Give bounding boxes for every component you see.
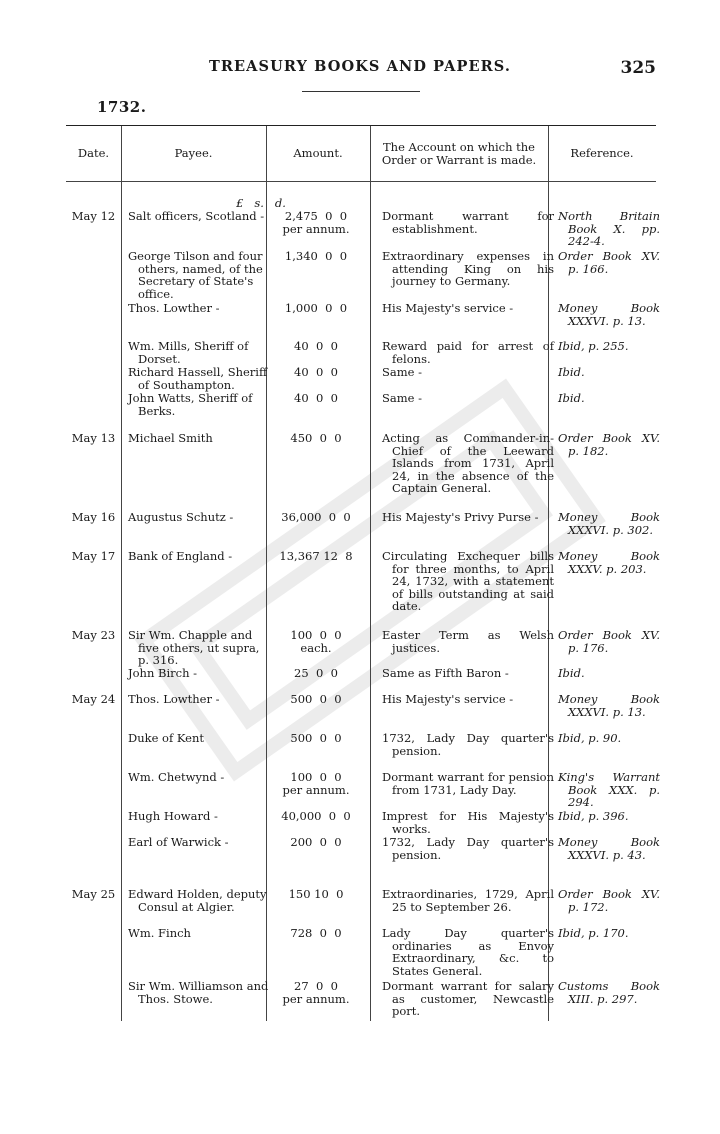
row-date: May 24 (71, 692, 116, 706)
amount-value: 100 0 0 (290, 770, 342, 784)
row-amount (266, 366, 366, 379)
row-reference: Ibid. (558, 666, 585, 680)
amount-value: 36,000 0 0 (281, 510, 351, 524)
row-amount (266, 511, 366, 524)
row-payee: Duke of Kent (128, 731, 205, 745)
amount-note: per annum. (282, 991, 350, 1006)
amount-value: 500 0 0 (290, 731, 342, 745)
row-payee: Wm. Mills, Sheriff of Dorset. (128, 339, 249, 366)
header-divider (66, 181, 656, 182)
header-rule (302, 91, 420, 92)
row-date: May 23 (71, 628, 116, 642)
row-payee: Wm. Finch (128, 926, 191, 940)
row-payee: Salt officers, Scotland - (128, 209, 265, 223)
row-reference: Money Book XXXVI. p. 43. (558, 835, 660, 862)
row-amount (266, 888, 366, 901)
column-divider (370, 126, 371, 1021)
row-amount (266, 392, 366, 405)
row-account: Acting as Commander-in-Chief of the Leeward Islands from 1731, April 24, in the absence of the Captain General. (382, 431, 554, 495)
amount-value: 1,000 0 0 (284, 301, 348, 315)
row-reference: Customs Book XIII. p. 297. (558, 979, 660, 1006)
col-header-amount: Amount. (293, 146, 343, 160)
amount-value: 40 0 0 (294, 339, 338, 353)
row-reference: North Britain Book X. pp. 242-4. (558, 209, 660, 248)
row-account: Same - (382, 391, 422, 405)
row-reference: Money Book XXXVI. p. 302. (558, 510, 660, 537)
row-date: May 25 (71, 887, 116, 901)
column-divider (121, 126, 122, 1021)
amount-value: 25 0 0 (294, 666, 338, 680)
row-reference: Ibid. (558, 391, 585, 405)
running-title: TREASURY BOOKS AND PAPERS. (208, 58, 511, 75)
row-account: Extraordinaries, 1729, April 25 to September 26. (382, 887, 554, 914)
page-number: 325 (620, 58, 656, 78)
row-date: May 17 (71, 549, 116, 563)
amount-value: 100 0 0 (290, 628, 342, 642)
row-amount (266, 340, 366, 353)
row-account: Imprest for His Majesty's works. (382, 809, 554, 836)
row-amount (266, 629, 366, 654)
amount-note: each. (300, 640, 332, 655)
amount-value: 200 0 0 (290, 835, 342, 849)
amount-value: 40,000 0 0 (281, 809, 351, 823)
amount-value: 13,367 12 8 (279, 549, 353, 563)
row-amount (266, 302, 366, 315)
row-date: May 12 (71, 209, 116, 223)
row-account: Dormant warrant for establishment. (382, 209, 554, 236)
amount-value: 27 0 0 (294, 979, 338, 993)
row-account: Same as Fifth Baron - (382, 666, 509, 680)
row-payee: John Birch - (128, 666, 198, 680)
col-header-payee: Payee. (174, 146, 213, 160)
row-amount (266, 667, 366, 680)
row-account: Easter Term as Welsh justices. (382, 628, 554, 655)
amount-note: per annum. (282, 782, 350, 797)
amount-value: 150 10 0 (288, 887, 344, 901)
col-header-date: Date. (77, 146, 110, 160)
row-payee: Richard Hassell, Sheriff of Southampton. (128, 365, 268, 392)
row-account: Reward paid for arrest of felons. (382, 339, 554, 366)
row-account: Extraordinary expenses in attending King on his journey to Germany. (382, 249, 554, 288)
row-account: Lady Day quarter's ordinaries as Envoy Extraordinary, &c. to States General. (382, 926, 554, 978)
row-payee: Wm. Chetwynd - (128, 770, 225, 784)
row-reference: Money Book XXXVI. p. 13. (558, 692, 660, 719)
row-amount (266, 980, 366, 1005)
row-reference: Money Book XXXV. p. 203. (558, 549, 660, 576)
row-reference: King's Warrant Book XXX. p. 294. (558, 770, 660, 809)
row-amount (266, 810, 366, 823)
row-reference: Order Book XV. p. 182. (558, 431, 660, 458)
row-reference: Order Book XV. p. 172. (558, 887, 660, 914)
row-account: His Majesty's service - (382, 301, 514, 315)
amount-value: 40 0 0 (294, 365, 338, 379)
row-reference: Ibid. (558, 365, 585, 379)
row-payee: Edward Holden, deputy Consul at Algier. (128, 887, 267, 914)
row-account: Same - (382, 365, 422, 379)
payments-table (66, 125, 660, 1021)
row-amount (266, 771, 366, 796)
row-reference: Order Book XV. p. 176. (558, 628, 660, 655)
row-payee: Bank of England - (128, 549, 233, 563)
row-payee: Sir Wm. Chapple and five others, ut supra, p. 316. (128, 628, 260, 667)
row-reference: Ibid, p. 170. (558, 926, 629, 940)
amount-value: 728 0 0 (290, 926, 342, 940)
row-amount (266, 432, 366, 445)
amount-value: 2,475 0 0 (284, 209, 348, 223)
row-account: 1732, Lady Day quarter's pension. (382, 835, 554, 862)
col-header-reference: Reference. (570, 146, 634, 160)
row-reference: Money Book XXXVI. p. 13. (558, 301, 660, 328)
currency-header: £ s. d. (236, 196, 286, 210)
row-amount (266, 550, 366, 563)
row-amount (266, 693, 366, 706)
row-payee: Augustus Schutz - (128, 510, 234, 524)
row-amount (266, 732, 366, 745)
col-header-account: The Account on which the Order or Warrant is made. (381, 139, 537, 167)
row-account: His Majesty's service - (382, 692, 514, 706)
row-amount (266, 927, 366, 940)
row-account: His Majesty's Privy Purse - (382, 510, 539, 524)
amount-value: 1,340 0 0 (284, 249, 348, 263)
row-payee: Hugh Howard - (128, 809, 218, 823)
row-account: Circulating Exchequer bills for three months, to April 24, 1732, with a statement of bills outstanding at said date. (382, 549, 554, 613)
amount-value: 500 0 0 (290, 692, 342, 706)
row-reference: Ibid, p. 396. (558, 809, 629, 823)
row-payee: John Watts, Sheriff of Berks. (128, 391, 253, 418)
row-payee: Michael Smith (128, 431, 213, 445)
row-payee: Sir Wm. Williamson and Thos. Stowe. (128, 979, 269, 1006)
row-account: Dormant warrant for salary as customer, Newcastle port. (382, 979, 554, 1018)
row-amount (266, 250, 366, 263)
row-payee: George Tilson and four others, named, of the Secretary of State's office. (128, 249, 263, 301)
row-account: 1732, Lady Day quarter's pension. (382, 731, 554, 758)
row-reference: Ibid, p. 255. (558, 339, 629, 353)
row-date: May 16 (71, 510, 116, 524)
amount-value: 450 0 0 (290, 431, 342, 445)
row-reference: Order Book XV. p. 166. (558, 249, 660, 276)
row-account: Dormant warrant for pension from 1731, Lady Day. (382, 770, 554, 797)
row-date: May 13 (71, 431, 116, 445)
row-amount (266, 210, 366, 235)
row-reference: Ibid, p. 90. (558, 731, 622, 745)
amount-note: per annum. (282, 221, 350, 236)
amount-value: 40 0 0 (294, 391, 338, 405)
row-payee: Thos. Lowther - (128, 692, 220, 706)
row-payee: Thos. Lowther - (128, 301, 220, 315)
row-amount (266, 836, 366, 849)
row-payee: Earl of Warwick - (128, 835, 229, 849)
year-heading: 1732. (97, 98, 147, 116)
